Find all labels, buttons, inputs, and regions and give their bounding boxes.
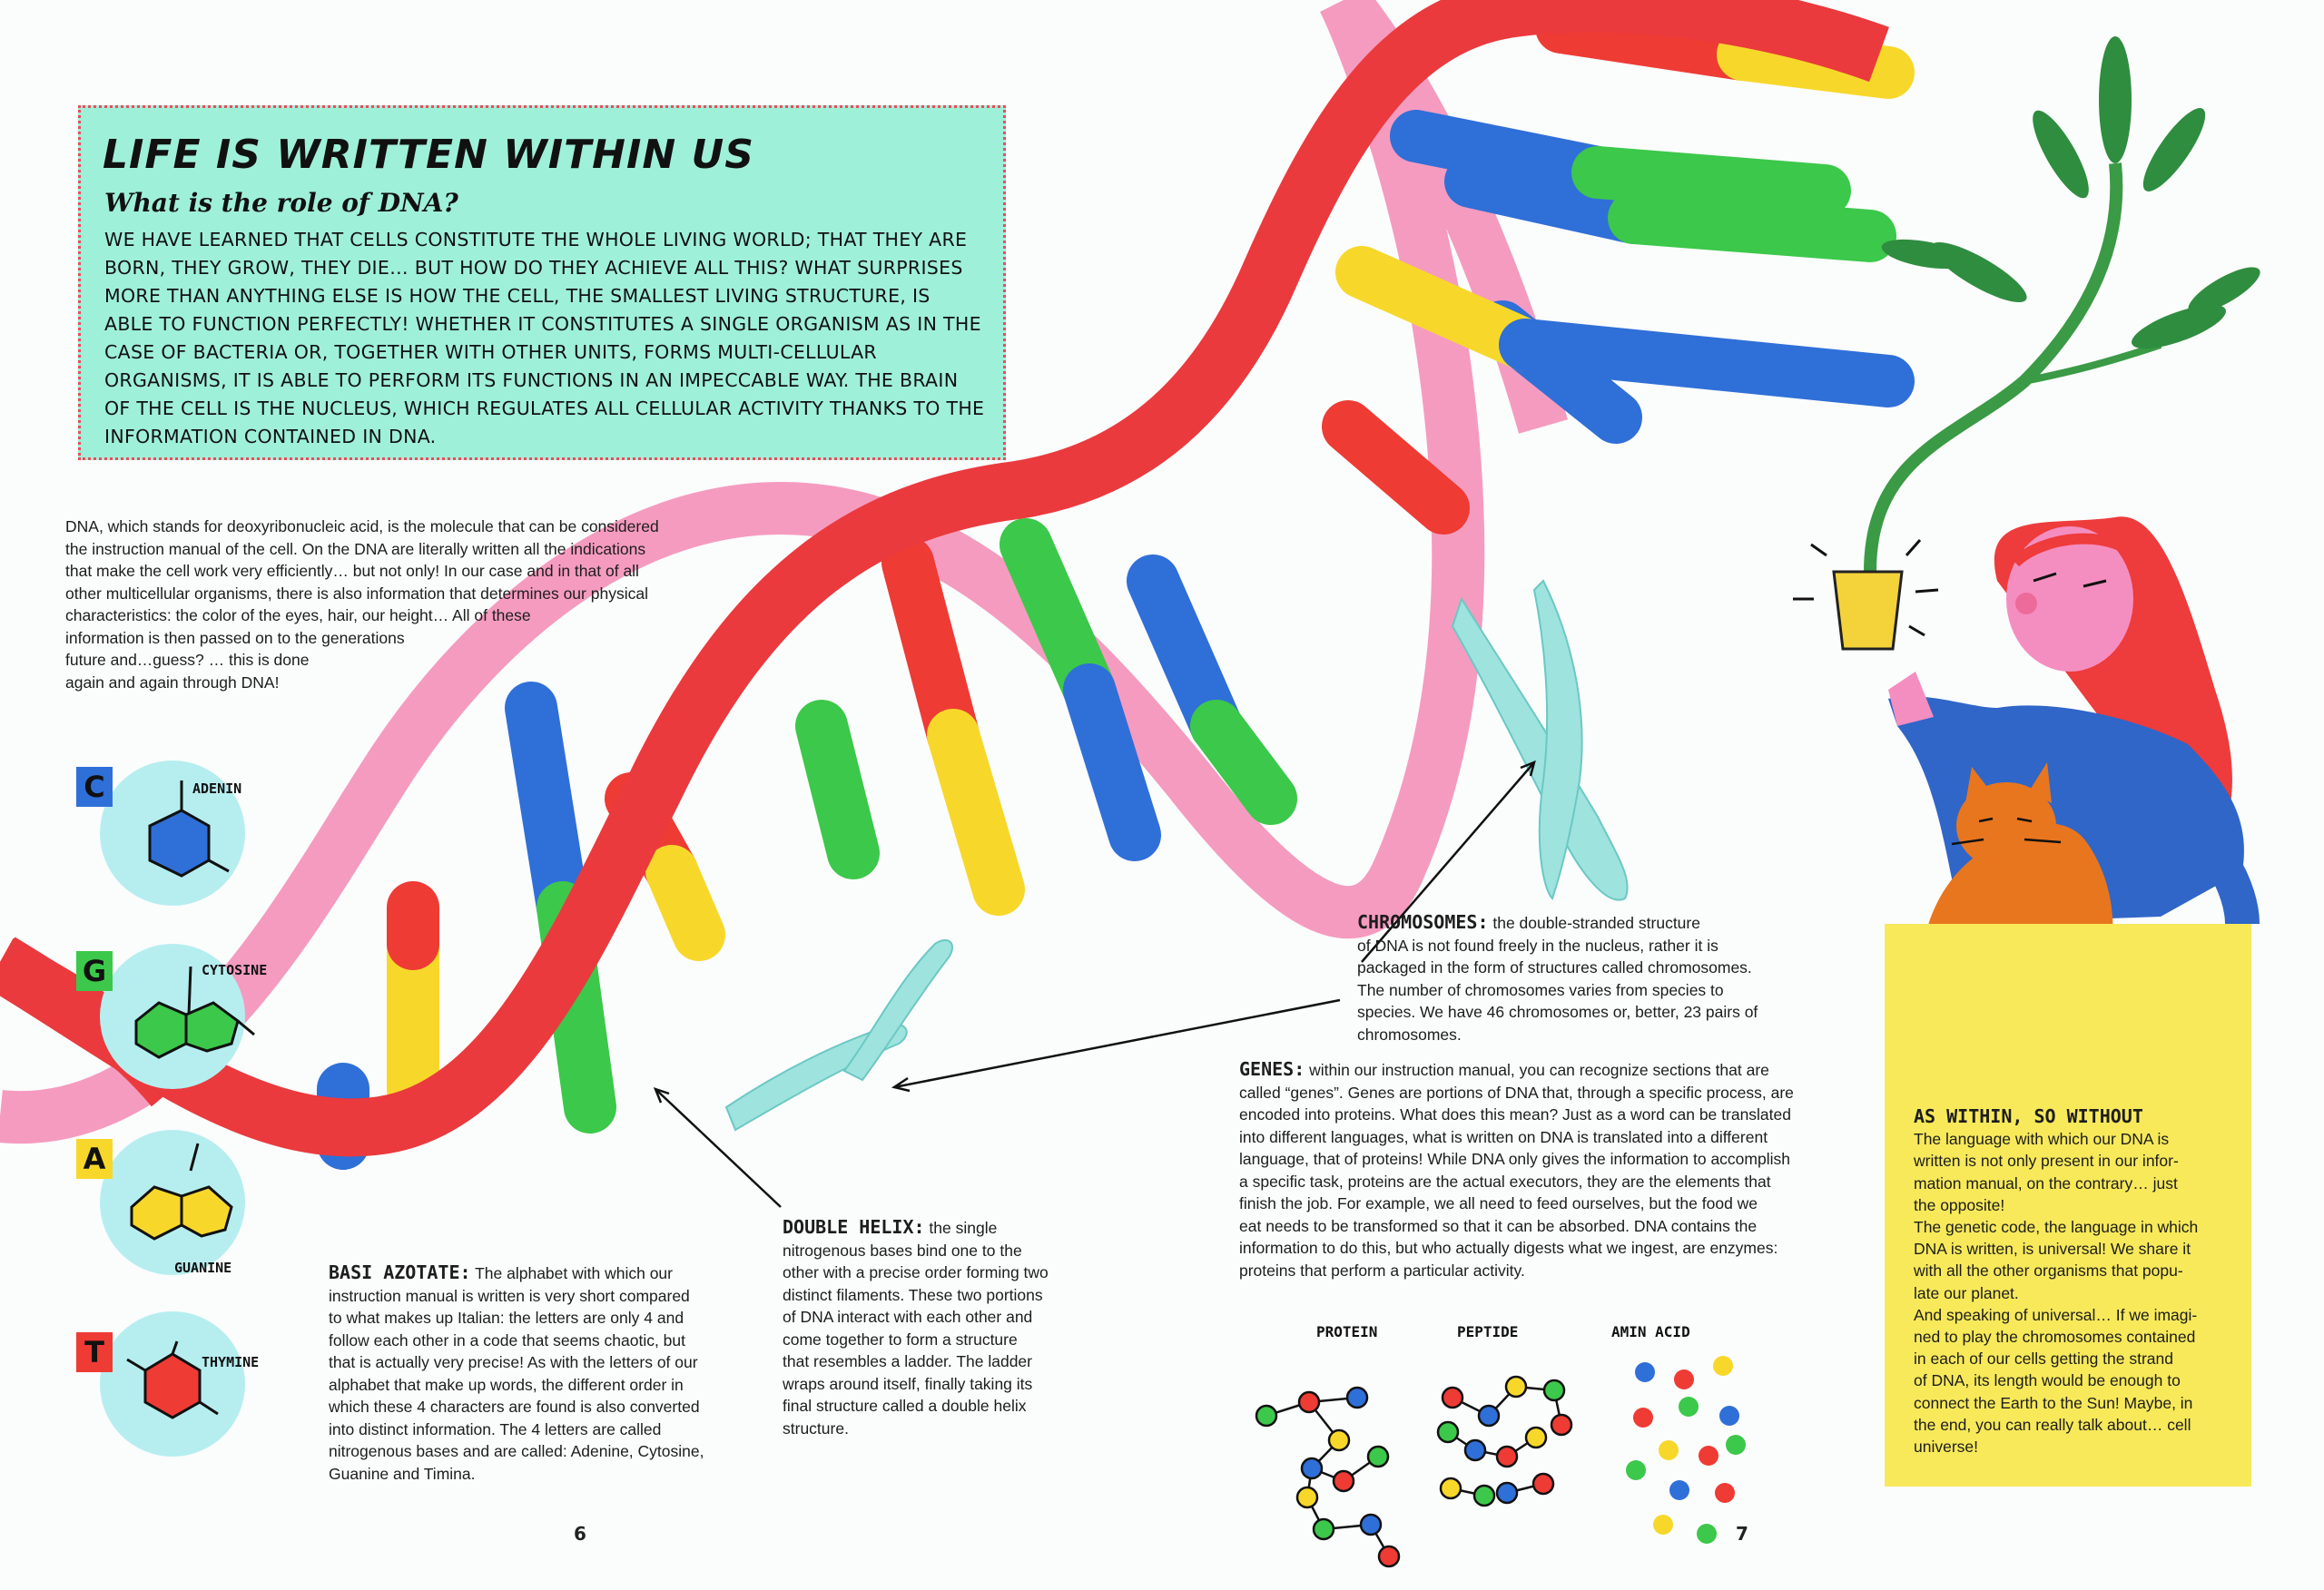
protein-label: PROTEIN <box>1316 1323 1378 1340</box>
base-name-guanine: GUANINE <box>174 1260 232 1276</box>
genes-heading: GENES: <box>1239 1058 1305 1080</box>
as-within-box <box>1885 924 2251 1487</box>
peptide-label: PEPTIDE <box>1457 1323 1519 1340</box>
base-name-adenin: ADENIN <box>192 780 242 797</box>
amino-acids <box>1626 1356 1746 1544</box>
dna-intro-text: DNA, which stands for deoxyribonucleic acid, is the molecule that can be considered the instruction manual of the cell. On the DNA are literally written all the indications that make the cell work very efficiently… but not only! In our case and in that of all other multicellular organisms, there is also information that determines our physical characteristics: the color of the eyes, hair, our height… All of these information is then passed on to the generations future and…guess? … this is done again and again through DNA! <box>65 517 659 692</box>
title-box <box>78 105 1006 460</box>
page-number-left: 6 <box>574 1523 586 1545</box>
peptide-chain <box>1438 1377 1571 1506</box>
base-name-cytosine: CYTOSINE <box>202 962 268 978</box>
amino-acid-label: AMIN ACID <box>1611 1323 1690 1340</box>
chromosome-large <box>1452 581 1628 900</box>
basi-azotate-heading: BASI AZOTATE: <box>329 1261 471 1283</box>
base-name-thymine: THYMINE <box>202 1354 260 1370</box>
chromosome-small <box>726 940 952 1130</box>
page-title: LIFE IS WRITTEN WITHIN US <box>103 132 754 178</box>
double-helix-heading: DOUBLE HELIX: <box>783 1216 925 1238</box>
page-subtitle: What is the role of DNA? <box>104 188 458 218</box>
basi-azotate-text: BASI AZOTATE: The alphabet with which our instruction manual is written is very short compared to what makes up Italian: the letters are only 4 and follow each other in a code that seems chaotic, but that is actually very precise! As with the letters of our alphabet that make up words, the different order in which these 4 characters are found is also converted into distinct information. The 4 letters are called nitrogenous bases and are called: Adenine, Cytosine, Guanine and Timina. <box>329 1261 704 1483</box>
base-badge-a: A <box>76 1139 113 1179</box>
as-within-heading: AS WITHIN, SO WITHOUT <box>1914 1105 2143 1127</box>
base-badge-g: G <box>76 951 113 991</box>
as-within-text: AS WITHIN, SO WITHOUT The language with which our DNA is written is not only present in our infor- mation manual, on the contrary… just the opposite! The genetic code, the language in which DNA is written, is universal! We share it with all the other organisms that popu- late our planet. And speaking of universal… If we imagi- ned to play the chromosomes contained in each of our cells getting the strand of DNA, its length would be enough to connect the Earth to the Sun! Maybe, in the end, you can really talk about… cell universe! <box>1914 1105 2199 1457</box>
base-badge-t: T <box>76 1332 113 1372</box>
base-badge-c: C <box>76 767 113 807</box>
genes-text: GENES: within our instruction manual, you can recognize sections that are called “genes”. Genes are portions of DNA that, through a specific process, are encoded into proteins. What does this mean? Just as a word can be translated into different languages, what is written on DNA is translated into a different language, that of proteins! While DNA only gives the information to accomplish a specific task, proteins are the actual executors, they are the elements that finish the job. For example, we all need to feed ourselves, but the food we eat needs to be transformed so that it can be absorbed. DNA contains the information to do this, but who actually digests what we ingest, are enzymes: proteins that perform a particular activity. <box>1239 1058 1794 1280</box>
chromosomes-text: CHROMOSOMES: the double-stranded structure of DNA is not found freely in the nucleus, rather it is packaged in the form of structures called chromosomes. The number of chromosomes varies from species to species. We have 46 chromosomes or, better, 23 pairs of chromosomes. <box>1357 911 1758 1044</box>
page-number-right: 7 <box>1736 1523 1748 1545</box>
intro-paragraph-caps: WE HAVE LEARNED THAT CELLS CONSTITUTE THE WHOLE LIVING WORLD; THAT THEY ARE BORN, THEY GROW, THEY DIE… BUT HOW DO THEY ACHIEVE ALL THIS? WHAT SURPRISES MORE THAN ANYTHING ELSE IS HOW THE CELL, THE SMALLEST LIVING STRUCTURE, IS ABLE TO FUNCTION PERFECTLY! WHETHER IT CONSTITUTES A SINGLE ORGANISM AS IN THE CASE OF BACTERIA OR, TOGETHER WITH OTHER UNITS, FORMS MULTI-CELLULAR ORGANISMS, IT IS ABLE TO PERFORM ITS FUNCTIONS IN AN IMPECCABLE WAY. THE BRAIN OF THE CELL IS THE NUCLEUS, WHICH REGULATES ALL CELLULAR ACTIVITY THANKS TO THE INFORMATION CONTAINED IN DNA. <box>104 229 985 447</box>
double-helix-text: DOUBLE HELIX: the single nitrogenous bases bind one to the other with a precise order forming two distinct filaments. These two portions of DNA interact with each other and come together to form a structure that resembles a ladder. The ladder wraps around itself, finally taking its final structure called a double helix structure. <box>783 1216 1049 1438</box>
chromosomes-heading: CHROMOSOMES: <box>1357 911 1489 933</box>
protein-chain <box>1256 1388 1399 1566</box>
